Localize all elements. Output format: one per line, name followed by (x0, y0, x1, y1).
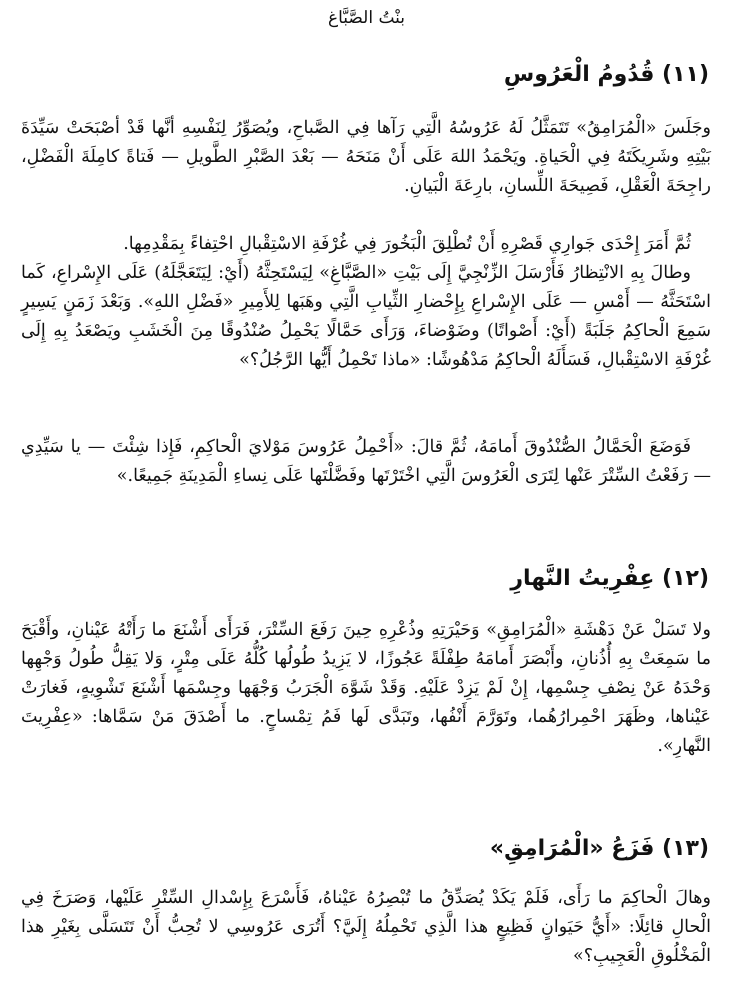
section-title-13: (١٣) فَزَعُ «الْمُرَامِقِ» (489, 836, 709, 861)
section-title-11: (١١) قُدُومُ الْعَرُوسِ (503, 62, 709, 87)
running-header: بنْتُ الصَّبَّاغ (327, 8, 406, 28)
paragraph-11-3: وطالَ بِهِ الانْتِظارُ فَأَرْسَلَ الزِّنْجِيَّ إِلَى بَيْتِ «الصَّبَّاغِ» لِيَسْتَحِثَّهُ (أَيْ: لِيَتَعَجَّلَهُ) عَلَى الإِسْراعِ، كَما اسْتَحَثَّهُ — أَمْسِ — عَلَى الإِسْراعِ بِإِحْضارِ الثِّيابِ الَّتِي وهَبَها لِلأَمِيرِ «فَضْلِ اللهِ». وَبَعْدَ زَمَنٍ يَسِيرٍ سَمِعَ الْحاكِمُ جَلَبَةً (أَيْ: أَصْواتًا) وضَوْضاءَ، وَرَأَى حَمَّالًا يَحْمِلُ صُنْدُوقًا مِنَ الْخَشَبِ ويَصْعَدُ بِهِ إِلَى غُرْفَةِ الاسْتِقْبالِ، فَسَأَلَهُ الْحاكِمُ مَدْهُوشًا: «ماذا تَحْمِلُ أَيُّها الرَّجُلُ؟» (21, 263, 711, 370)
paragraph-13-1: وهالَ الْحاكِمَ ما رَأَى، فَلَمْ يَكَدْ يُصَدِّقُ ما تُبْصِرُهُ عَيْناهُ، فَأَسْرَعَ بِإِسْدالِ السِّتْرِ عَلَيْها، وَصَرَخَ فِي الْحالِ قائِلًا: «أَيُّ حَيَوانٍ فَظِيعٍ هذا الَّذِي تَحْمِلُهُ إِلَيَّ؟ أَتُرَى عَرُوسِي لا تُحِبُّ أَنْ تَتَسَلَّى بِغَيْرِ هذا الْمَخْلُوقِ الْعَجِيبِ؟» (21, 888, 711, 966)
paragraph-11-1: وجَلَسَ «الْمُرَامِقُ» تَتَمَثَّلُ لَهُ عَرُوسُهُ الَّتِي رَآها فِي الصَّباحِ، ويُصَوِّرُ لِنَفْسِهِ أنَّها قَدْ أصْبَحَتْ سَيِّدَةَ بَيْتِهِ وشَرِيكَتَهُ فِي الْحَياةِ. ويَحْمَدُ اللهَ عَلَى أَنْ مَنَحَهُ — بَعْدَ الصَّبْرِ الطَّويلِ — فَتاةً كامِلَةَ الْفَضْلِ، راجِحَةَ الْعَقْلِ، فَصِيحَةَ اللِّسانِ، بارِعَةَ الْبَيانِ. (21, 118, 711, 196)
paragraph-11-4: فَوَضَعَ الْحَمَّالُ الصُّنْدُوقَ أَمامَهُ، ثُمَّ قالَ: «أَحْمِلُ عَرُوسَ مَوْلايَ الْحاكِمِ، فَإِذا شِئْتَ — يا سَيِّدِي — رَفَعْتُ السِّتْرَ عَنْها لِتَرَى الْعَرُوسَ الَّتِي اخْتَرْتَها وفَضَّلْتَها عَلَى نِساءِ الْمَدِينَةِ جَمِيعًا.» (21, 437, 711, 486)
paragraph-12-1: ولا تَسَلْ عَنْ دَهْشَةِ «الْمُرَامِقِ» وَحَيْرَتِهِ وذُعْرِهِ حِينَ رَفَعَ السِّتْرَ، فَرَأَى أَشْنَعَ ما رَأَتْهُ عَيْنانِ، وأَقْبَحَ ما سَمِعَتْ بِهِ أُذُنانِ، وأَبْصَرَ أَمامَهُ طِفْلَةً عَجُوزًا، لا يَزِيدُ طُولُها كُلُّهُ عَلَى مِتْرٍ، وَلا يَقِلُّ طُولُ وَجْهِها وَحْدَهُ عَنْ نِصْفِ جِسْمِها، إِنْ لَمْ يَزِدْ عَلَيْهِ. وَقَدْ شَوَّهَ الْجَرَبُ وَجْهَها وجِسْمَها أَشْنَعَ تَشْوِيهٍ، فَغارَتْ عَيْناها، وظَهَرَ احْمِرارُهُما، وتَوَرَّمَ أَنْفُها، وتَبَدَّى لَها فَمُ تِمْساحٍ. ما أَصْدَقَ مَنْ سَمَّاها: «عِفْرِيتَ النَّهارِ». (21, 620, 711, 756)
paragraph-11-2: ثُمَّ أَمَرَ إِحْدَى جَوارِي قَصْرِهِ أَنْ تُطْلِقَ الْبَخُورَ فِي غُرْفَةِ الاسْتِقْبالِ احْتِفاءً بِمَقْدِمِها. (123, 234, 691, 254)
section-title-12: (١٢) عِفْرِيتُ النَّهارِ (510, 566, 709, 591)
